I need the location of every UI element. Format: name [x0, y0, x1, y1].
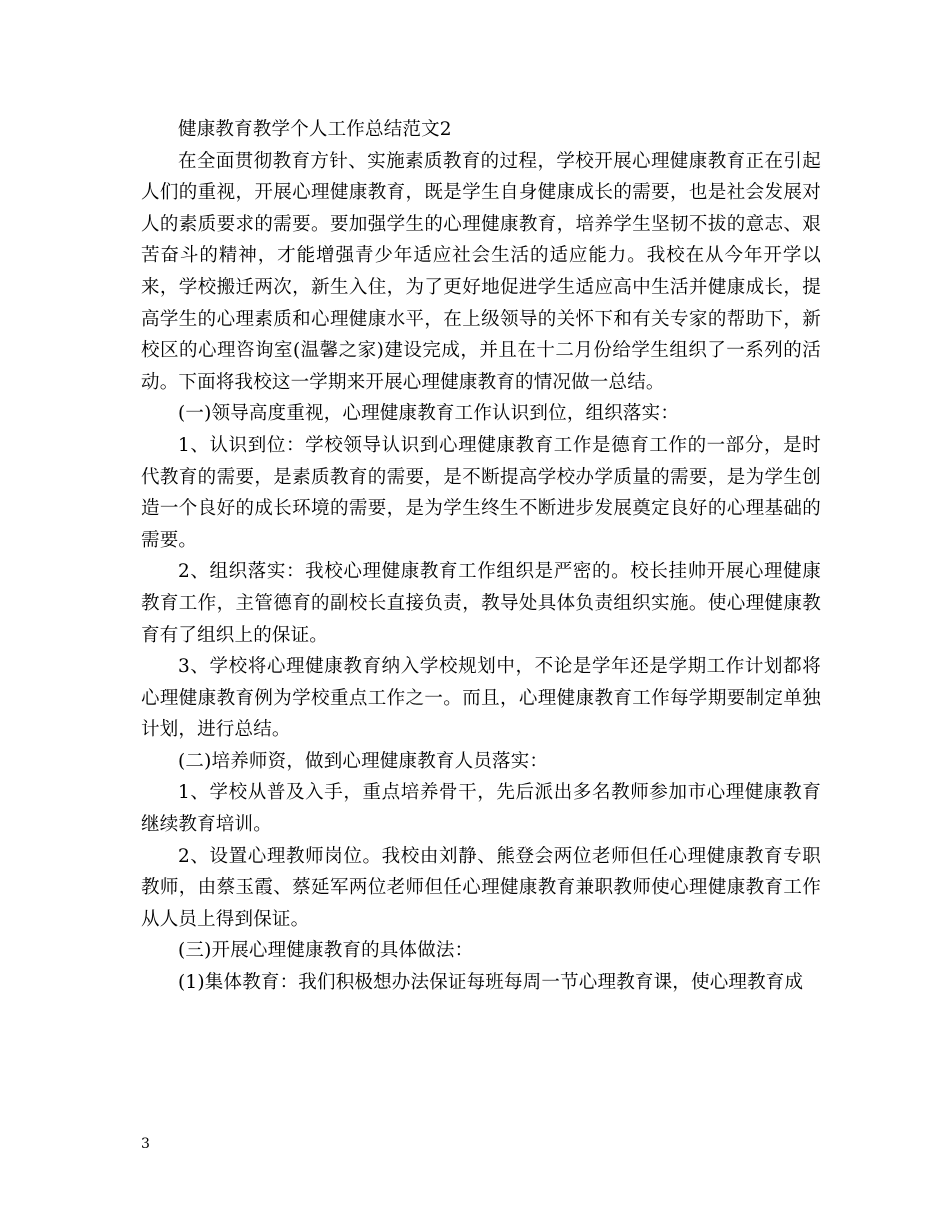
- paragraph-item: 2、设置心理教师岗位。我校由刘静、熊登会两位老师但任心理健康教育专职教师，由蔡玉霞、蔡延军两位老师但任心理健康教育兼职教师使心理健康教育工作从人员上得到保证。: [141, 845, 821, 930]
- section-heading-3: (三)开展心理健康教育的具体做法：: [178, 940, 474, 962]
- document-title: 健康教育教学个人工作总结范文2: [178, 119, 452, 140]
- page-number: 3: [141, 1136, 150, 1152]
- paragraph-item: 1、学校从普及入手，重点培养骨干，先后派出多名教师参加市心理健康教育继续教育培训。: [141, 782, 821, 836]
- document-body: [141, 114, 821, 999]
- paragraph-item: 2、组织落实：我校心理健康教育工作组织是严密的。校长挂帅开展心理健康教育工作，主管德育的副校长直接负责，教导处具体负责组织实施。使心理健康教育有了组织上的保证。: [141, 561, 821, 646]
- section-heading-1: (一)领导高度重视，心理健康教育工作认识到位，组织落实：: [178, 403, 680, 425]
- paragraph-item: 3、学校将心理健康教育纳入学校规划中，不论是学年还是学期工作计划都将心理健康教育例为学校重点工作之一。而且，心理健康教育工作每学期要制定单独计划，进行总结。: [141, 656, 821, 741]
- section-heading-2: (二)培养师资，做到心理健康教育人员落实：: [178, 750, 549, 772]
- paragraph-item: 1、认识到位：学校领导认识到心理健康教育工作是德育工作的一部分，是时代教育的需要，是素质教育的需要，是不断提高学校办学质量的需要，是为学生创造一个良好的成长环境的需要，是为学生终生不断进步发展奠定良好的心理基础的需要。: [141, 434, 821, 551]
- paragraph-item: (1)集体教育：我们积极想办法保证每班每周一节心理教育课，使心理教育成: [178, 972, 804, 994]
- paragraph-intro: 在全面贯彻教育方针、实施素质教育的过程，学校开展心理健康教育正在引起人们的重视，开展心理健康教育，既是学生自身健康成长的需要，也是社会发展对人的素质要求的需要。要加强学生的心理健康教育，培养学生坚韧不拔的意志、艰苦奋斗的精神，才能增强青少年适应社会生活的适应能力。我校在从今年开学以来，学校搬迁两次，新生入住，为了更好地促进学生适应高中生活并健康成长，提高学生的心理素质和心理健康水平，在上级领导的关怀下和有关专家的帮助下，新校区的心理咨询室(温馨之家)建设完成，并且在十二月份给学生组织了一系列的活动。下面将我校这一学期来开展心理健康教育的情况做一总结。: [141, 150, 821, 393]
